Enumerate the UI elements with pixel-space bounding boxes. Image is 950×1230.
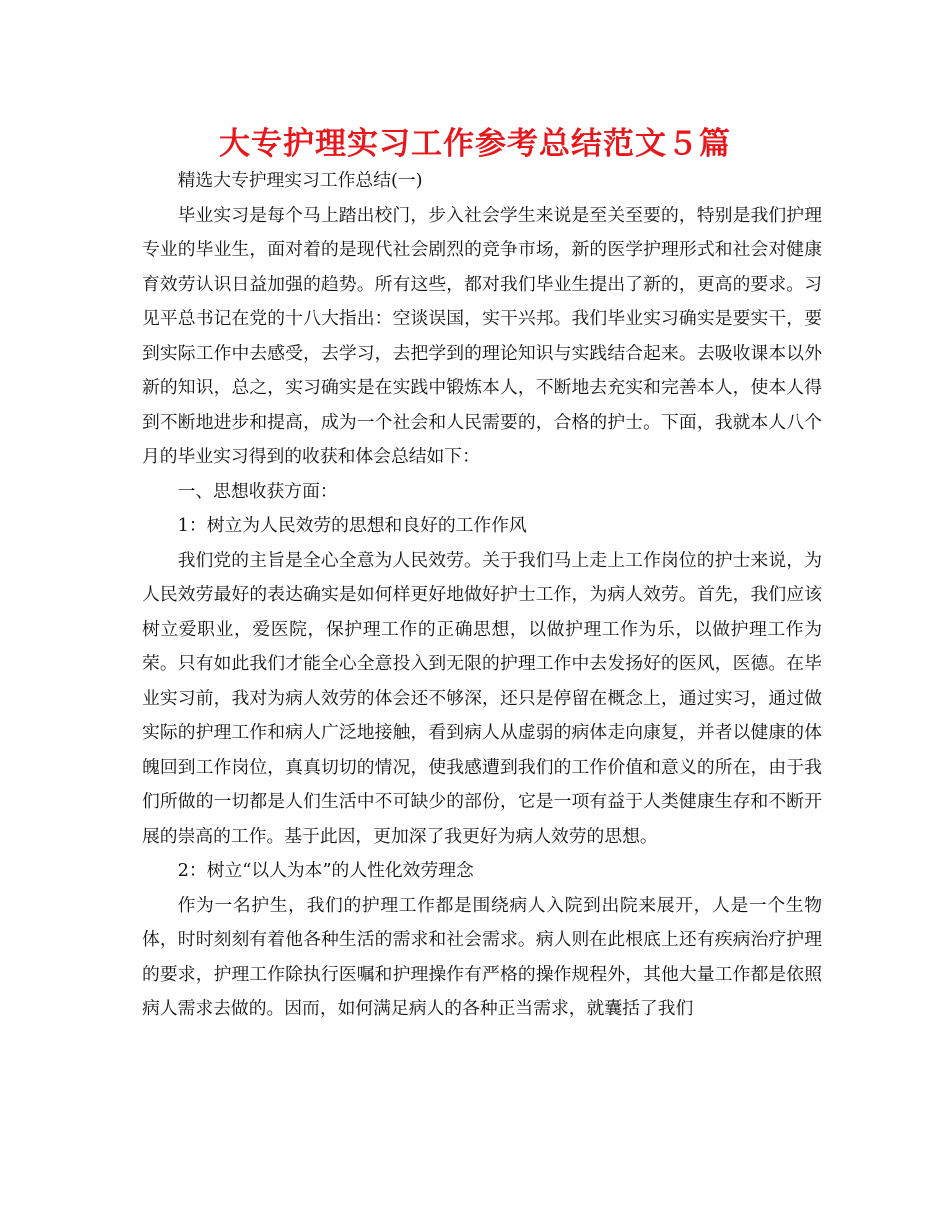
section-heading: 一、思想收获方面： — [177, 480, 338, 502]
paragraph: 作为一名护生，我们的护理工作都是围绕病人入院到出院来展开，人是一个生物体，时时刻刻有着他各种生活的需求和社会需求。病人则在此根底上还有疾病治疗护理的要求，护理工作除执行医嘱和护理操作有严格的操作规程外，其他大量工作都是依照病人需求去做的。因而，如何满足病人的各种正当需求，就囊括了我们 — [142, 894, 822, 1019]
subsection-heading: 2：树立“以人为本”的人性化效劳理念 — [177, 860, 474, 881]
subsection-heading: 1：树立为人民效劳的思想和良好的工作作风 — [177, 515, 527, 536]
paragraph: 我们党的主旨是全心全意为人民效劳。关于我们马上走上工作岗位的护士来说，为人民效劳最好的表达确实是如何样更好地做好护士工作，为病人效劳。首先，我们应该树立爱职业，爱医院，保护理工作的正确思想，以做护理工作为乐，以做护理工作为荣。只有如此我们才能全心全意投入到无限的护理工作中去发扬好的医风，医德。在毕业实习前，我对为病人效劳的体会还不够深，还只是停留在概念上，通过实习，通过做实际的护理工作和病人广泛地接触，看到病人从虚弱的病体走向康复，并者以健康的体魄回到工作岗位，真真切切的情况，使我感遭到我们的工作价值和意义的所在，由于我们所做的一切都是人们生活中不可缺少的部份，它是一项有益于人类健康生存和不断开展的崇高的工作。基于此因，更加深了我更好为病人效劳的思想。 — [142, 549, 822, 847]
paragraph-subtitle: 精选大专护理实习工作总结(一) — [177, 170, 423, 191]
paragraph: 毕业实习是每个马上踏出校门，步入社会学生来说是至关至要的，特别是我们护理专业的毕业生，面对着的是现代社会剧烈的竞争市场，新的医学护理形式和社会对健康育效劳认识日益加强的趋势。所有这些，都对我们毕业生提出了新的，更高的要求。习见平总书记在党的十八大指出：空谈误国，实干兴邦。我们毕业实习确实是要实干，要到实际工作中去感受，去学习，去把学到的理论知识与实践结合起来。去吸收课本以外新的知识，总之，实习确实是在实践中锻炼本人，不断地去充实和完善本人，使本人得到不断地进步和提高，成为一个社会和人民需要的，合格的护士。下面，我就本人八个月的毕业实习得到的收获和体会总结如下： — [142, 204, 822, 467]
document-title: 大专护理实习工作参考总结范文５篇 — [219, 126, 731, 162]
document-body — [142, 164, 822, 1027]
